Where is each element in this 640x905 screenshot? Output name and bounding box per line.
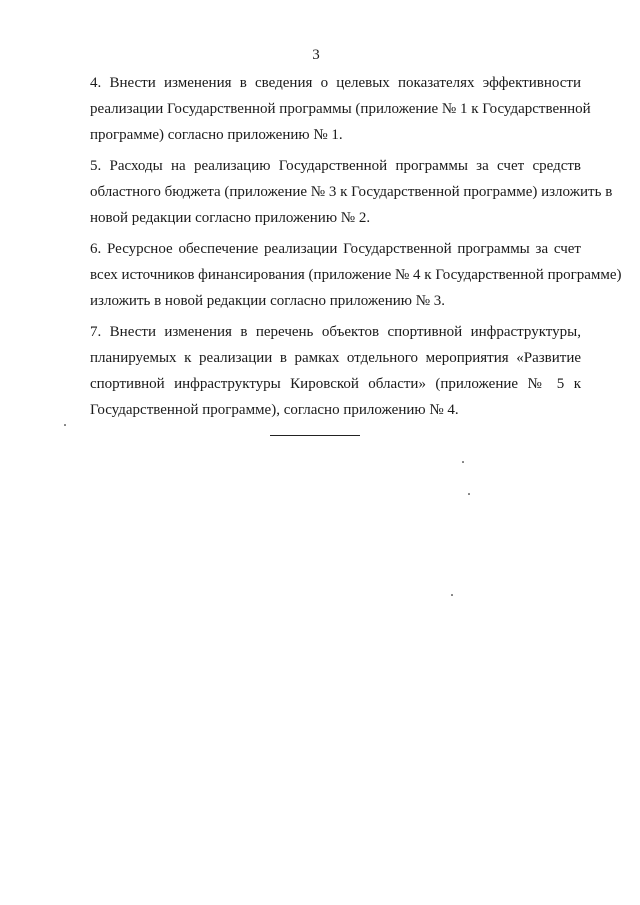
text-line: реализации Государственной программы (приложение № 1 к Государственной: [90, 101, 591, 117]
text-line: Государственной программе), согласно приложению № 4.: [90, 402, 459, 418]
scan-speck: [468, 493, 470, 495]
paragraph-item-7: [51, 319, 581, 423]
end-separator-line: [270, 435, 360, 436]
page-number: 3: [312, 47, 320, 63]
text-line: спортивной инфраструктуры Кировской области» (приложение № 5 к: [90, 376, 581, 392]
text-line: планируемых к реализации в рамках отдельного мероприятия «Развитие: [90, 350, 581, 366]
text-line: 7. Внести изменения в перечень объектов спортивной инфраструктуры,: [90, 324, 581, 340]
text-line: 6. Ресурсное обеспечение реализации Государственной программы за счет: [90, 241, 581, 257]
text-line: новой редакции согласно приложению № 2.: [90, 210, 371, 226]
text-line: 5. Расходы на реализацию Государственной программы за счет средств: [90, 158, 581, 174]
text-line: областного бюджета (приложение № 3 к Государственной программе) изложить в: [90, 184, 613, 200]
scan-speck: [64, 424, 66, 426]
paragraph-item-6: [51, 236, 622, 314]
text-line: изложить в новой редакции согласно приложению № 3.: [90, 293, 446, 309]
paragraph-item-5: [51, 153, 613, 231]
text-line: 4. Внести изменения в сведения о целевых показателях эффективности: [90, 75, 581, 91]
document-body: [51, 70, 622, 428]
scan-speck: [462, 461, 464, 463]
text-line: программе) согласно приложению № 1.: [90, 127, 343, 143]
scan-speck: [451, 594, 453, 596]
text-line: всех источников финансирования (приложение № 4 к Государственной программе): [90, 267, 622, 283]
paragraph-item-4: [51, 70, 591, 148]
